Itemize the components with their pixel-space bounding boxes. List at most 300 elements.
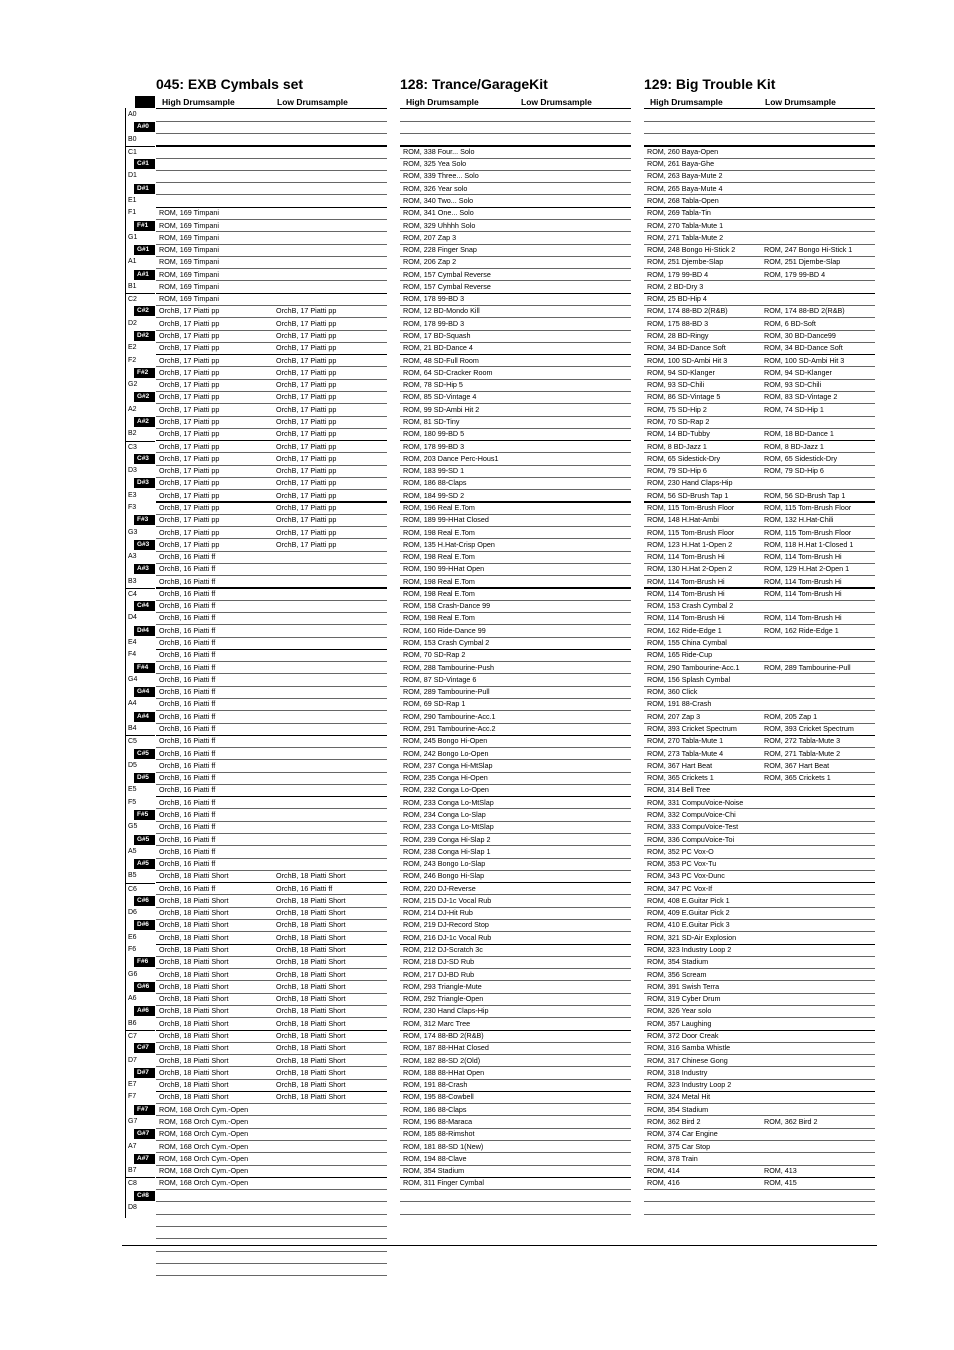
note-label: E1 (128, 196, 137, 204)
key-e5 (125, 784, 155, 796)
high-drumsample-cell: ROM, 198 Real E.Tom (403, 552, 475, 562)
low-drumsample-cell: OrchB, 17 Piatti pp (276, 318, 337, 328)
note-label: C#6 (137, 896, 149, 904)
note-label: C7 (128, 1033, 137, 1040)
high-drumsample-cell: ROM, 362 Bird 2 (647, 1116, 701, 1126)
key-a6 (125, 993, 155, 1005)
key-d1 (125, 170, 155, 182)
note-label: B7 (128, 1167, 137, 1175)
key-a2 (125, 404, 155, 416)
note-label: F5 (128, 798, 137, 806)
key-b4 (125, 723, 155, 735)
key-gsharp4 (125, 686, 155, 698)
low-drumsample-cell: ROM, 79 SD-Hip 6 (764, 466, 824, 476)
high-drumsample-cell: ROM, 365 Crickets 1 (647, 773, 714, 783)
note-label: B4 (128, 725, 137, 732)
low-drumsample-cell: ROM, 247 Bongo Hi-Stick 1 (764, 245, 853, 255)
high-drumsample-cell: OrchB, 16 Piatti ff (159, 662, 216, 672)
note-label: F#7 (137, 1105, 149, 1113)
low-drumsample-cell: OrchB, 17 Piatti pp (276, 441, 337, 451)
key-fsharp3 (125, 514, 155, 526)
note-label: G#7 (137, 1130, 150, 1138)
high-drumsample-cell: OrchB, 16 Piatti ff (159, 588, 216, 598)
header-low-drumsample: Low Drumsample (521, 97, 592, 107)
high-drumsample-cell: ROM, 8 BD-Jazz 1 (647, 441, 707, 451)
key-b2 (125, 428, 155, 440)
note-label: F4 (128, 651, 137, 659)
high-drumsample-cell: ROM, 238 Conga Hi-Slap 1 (403, 846, 491, 856)
high-drumsample-cell: ROM, 207 Zap 3 (403, 232, 457, 242)
note-label: B6 (128, 1019, 137, 1027)
low-drumsample-cell: ROM, 8 BD-Jazz 1 (764, 441, 824, 451)
key-asharp2 (125, 416, 155, 428)
high-drumsample-cell: ROM, 188 88-HHat Open (403, 1067, 485, 1077)
low-drumsample-cell: OrchB, 18 Piatti Short (276, 1031, 346, 1040)
high-drumsample-cell: ROM, 157 Cymbal Reverse (403, 269, 491, 279)
key-gsharp2 (125, 391, 155, 403)
key-e3 (125, 490, 155, 502)
low-drumsample-cell: OrchB, 18 Piatti Short (276, 1043, 346, 1053)
row-rule (156, 158, 387, 159)
high-drumsample-cell: ROM, 198 Real E.Tom (403, 588, 475, 598)
kit-title: 128: Trance/GarageKit (400, 76, 548, 92)
note-label: D#7 (137, 1068, 149, 1076)
high-drumsample-cell: ROM, 157 Cymbal Reverse (403, 281, 491, 291)
high-drumsample-cell: ROM, 34 BD-Dance Soft (647, 343, 726, 353)
high-drumsample-cell: ROM, 338 Four... Solo (403, 146, 475, 156)
high-drumsample-cell: ROM, 94 SD-Klanger (647, 367, 715, 377)
high-drumsample-cell: OrchB, 16 Piatti ff (159, 576, 216, 586)
high-drumsample-cell: OrchB, 18 Piatti Short (159, 994, 229, 1004)
high-drumsample-cell: ROM, 408 E.Guitar Pick 1 (647, 895, 730, 905)
high-drumsample-cell: ROM, 168 Orch Cym.-Open (159, 1166, 249, 1176)
low-drumsample-cell: ROM, 393 Cricket Spectrum (764, 724, 854, 733)
high-drumsample-cell: ROM, 168 Orch Cym.-Open (159, 1104, 249, 1114)
note-label: F#5 (137, 810, 149, 818)
key-e6 (125, 932, 155, 944)
high-drumsample-cell: OrchB, 17 Piatti pp (159, 355, 220, 365)
note-label: G1 (128, 233, 138, 241)
high-drumsample-cell: ROM, 246 Bongo Hi-Slap (403, 871, 485, 881)
high-drumsample-cell: OrchB, 17 Piatti pp (159, 539, 220, 549)
row-rule (156, 1263, 387, 1264)
high-drumsample-cell: ROM, 198 Real E.Tom (403, 613, 475, 623)
note-label: F7 (128, 1093, 137, 1101)
note-label: D#1 (137, 184, 149, 192)
row-rule (644, 1214, 875, 1215)
high-drumsample-cell: OrchB, 16 Piatti ff (159, 785, 216, 795)
high-drumsample-cell: ROM, 360 Click (647, 687, 698, 697)
note-label: D8 (128, 1203, 137, 1211)
high-drumsample-cell: OrchB, 16 Piatti ff (159, 822, 216, 832)
note-label: E4 (128, 639, 137, 647)
low-drumsample-cell: OrchB, 18 Piatti Short (276, 1055, 346, 1065)
header-low-drumsample: Low Drumsample (277, 97, 348, 107)
note-label: B1 (128, 282, 137, 290)
high-drumsample-cell: ROM, 165 Ride-Cup (647, 650, 713, 660)
high-drumsample-cell: ROM, 212 DJ-Scratch 3c (403, 945, 483, 955)
header-high-drumsample: High Drumsample (650, 97, 723, 107)
high-drumsample-cell: ROM, 191 88-Crash (647, 699, 712, 709)
low-drumsample-cell: OrchB, 17 Piatti pp (276, 539, 337, 549)
key-d4 (125, 612, 155, 624)
high-drumsample-cell: ROM, 148 H.Hat-Ambi (647, 515, 719, 525)
row-rule (644, 121, 875, 122)
key-csharp7 (125, 1042, 155, 1054)
key-a7 (125, 1141, 155, 1153)
header-high-drumsample: High Drumsample (162, 97, 235, 107)
high-drumsample-cell: ROM, 243 Bongo Lo-Slap (403, 859, 486, 869)
low-drumsample-cell: OrchB, 18 Piatti Short (276, 1067, 346, 1077)
high-drumsample-cell: ROM, 269 Tabla-Tin (647, 208, 711, 218)
high-drumsample-cell: ROM, 186 88-Claps (403, 1104, 467, 1114)
note-label: G3 (128, 528, 138, 536)
low-drumsample-cell: OrchB, 18 Piatti Short (276, 920, 346, 930)
row-rule (156, 1189, 387, 1190)
note-label: G#4 (137, 688, 150, 696)
high-drumsample-cell: ROM, 261 Baya-Ghe (647, 159, 715, 169)
high-drumsample-cell: ROM, 237 Conga Hi-MtSlap (403, 760, 493, 770)
high-drumsample-cell: OrchB, 17 Piatti pp (159, 478, 220, 488)
high-drumsample-cell: OrchB, 16 Piatti ff (159, 638, 216, 648)
key-b7 (125, 1165, 155, 1177)
note-label: E6 (128, 933, 137, 941)
key-g6 (125, 969, 155, 981)
low-drumsample-cell: ROM, 114 Tom-Brush Hi (764, 588, 842, 598)
high-drumsample-cell: ROM, 195 88-Cowbell (403, 1092, 474, 1102)
piano-keyboard (125, 96, 155, 1218)
high-drumsample-cell: ROM, 114 Tom-Brush Hi (647, 552, 725, 562)
low-drumsample-cell: OrchB, 18 Piatti Short (276, 969, 346, 979)
note-label: D1 (128, 172, 137, 180)
low-drumsample-cell: OrchB, 17 Piatti pp (276, 429, 337, 439)
low-drumsample-cell: ROM, 413 (764, 1166, 797, 1176)
high-drumsample-cell: ROM, 69 SD-Rap 1 (403, 699, 466, 709)
high-drumsample-cell: ROM, 230 Hand Claps-Hip (403, 1006, 489, 1016)
note-label: G6 (128, 970, 138, 978)
high-drumsample-cell: OrchB, 16 Piatti ff (159, 601, 216, 611)
note-label: A#1 (137, 270, 149, 278)
high-drumsample-cell: ROM, 217 DJ-BD Rub (403, 969, 475, 979)
high-drumsample-cell: ROM, 414 (647, 1166, 680, 1176)
high-drumsample-cell: ROM, 265 Baya-Mute 4 (647, 183, 723, 193)
high-drumsample-cell: ROM, 178 99-BD 3 (403, 318, 465, 328)
key-fsharp5 (125, 809, 155, 821)
row-rule (156, 1226, 387, 1227)
high-drumsample-cell: ROM, 311 Finger Cymbal (403, 1178, 484, 1188)
high-drumsample-cell: OrchB, 17 Piatti pp (159, 515, 220, 525)
low-drumsample-cell: ROM, 94 SD-Klanger (764, 367, 832, 377)
note-label: F1 (128, 209, 137, 217)
low-drumsample-cell: ROM, 365 Crickets 1 (764, 773, 831, 783)
high-drumsample-cell: ROM, 169 Timpani (159, 269, 219, 279)
high-drumsample-cell: OrchB, 17 Piatti pp (159, 429, 220, 439)
key-gsharp1 (125, 244, 155, 256)
high-drumsample-cell: ROM, 323 Industry Loop 2 (647, 945, 732, 955)
note-label: D2 (128, 319, 137, 327)
high-drumsample-cell: ROM, 183 99-SD 1 (403, 466, 465, 476)
note-label: D5 (128, 761, 137, 769)
key-fsharp1 (125, 220, 155, 232)
high-drumsample-cell: ROM, 25 BD-Hip 4 (647, 294, 707, 304)
header-rule (644, 108, 875, 109)
kit-title: 129: Big Trouble Kit (644, 76, 776, 92)
high-drumsample-cell: ROM, 87 SD-Vintage 6 (403, 674, 477, 684)
key-b3 (125, 576, 155, 588)
high-drumsample-cell: ROM, 203 Dance Perc-Hous1 (403, 453, 499, 463)
note-label: A7 (128, 1142, 137, 1150)
high-drumsample-cell: ROM, 180 99-BD 5 (403, 429, 465, 439)
high-drumsample-cell: ROM, 324 Metal Hit (647, 1092, 711, 1102)
high-drumsample-cell: ROM, 81 SD-Tiny (403, 417, 460, 426)
high-drumsample-cell: ROM, 314 Bell Tree (647, 785, 711, 795)
key-g7 (125, 1116, 155, 1128)
high-drumsample-cell: ROM, 181 88-SD 1(New) (403, 1141, 484, 1151)
high-drumsample-cell: ROM, 353 PC Vox-Tu (647, 859, 717, 869)
note-label: B2 (128, 430, 137, 438)
high-drumsample-cell: ROM, 78 SD-Hip 5 (403, 380, 463, 390)
key-f2 (125, 355, 155, 367)
high-drumsample-cell: ROM, 374 Car Engine (647, 1129, 718, 1139)
header-rule (400, 108, 631, 109)
low-drumsample-cell: ROM, 100 SD-Ambi Hit 3 (764, 355, 845, 365)
high-drumsample-cell: OrchB, 17 Piatti pp (159, 453, 220, 463)
high-drumsample-cell: ROM, 178 99-BD 3 (403, 294, 465, 304)
note-label: D#5 (137, 774, 149, 782)
high-drumsample-cell: OrchB, 16 Piatti ff (159, 552, 216, 562)
high-drumsample-cell: ROM, 288 Tambourine-Push (403, 662, 494, 672)
key-dsharp5 (125, 772, 155, 784)
low-drumsample-cell: ROM, 56 SD-Brush Tap 1 (764, 490, 846, 500)
low-drumsample-cell: OrchB, 18 Piatti Short (276, 994, 346, 1004)
key-fsharp4 (125, 662, 155, 674)
low-drumsample-cell: ROM, 115 Tom-Brush Floor (764, 502, 852, 512)
note-label: B3 (128, 577, 137, 585)
low-drumsample-cell: OrchB, 17 Piatti pp (276, 367, 337, 377)
high-drumsample-cell: ROM, 75 SD-Hip 2 (647, 404, 707, 414)
key-d3 (125, 465, 155, 477)
high-drumsample-cell: ROM, 179 99-BD 4 (647, 269, 709, 279)
low-drumsample-cell: ROM, 271 Tabla-Mute 2 (764, 748, 841, 758)
high-drumsample-cell: OrchB, 17 Piatti pp (159, 417, 220, 426)
high-drumsample-cell: OrchB, 16 Piatti ff (159, 699, 216, 709)
high-drumsample-cell: ROM, 215 DJ-1c Vocal Rub (403, 895, 492, 905)
row-rule (400, 1189, 631, 1190)
high-drumsample-cell: OrchB, 18 Piatti Short (159, 895, 229, 905)
high-drumsample-cell: ROM, 14 BD-Tubby (647, 429, 710, 439)
high-drumsample-cell: ROM, 270 Tabla-Mute 1 (647, 736, 724, 746)
row-rule (156, 1238, 387, 1239)
note-label: F#4 (137, 663, 149, 671)
note-label: A6 (128, 995, 137, 1003)
high-drumsample-cell: OrchB, 16 Piatti ff (159, 809, 216, 819)
low-drumsample-cell: OrchB, 18 Piatti Short (276, 1092, 346, 1102)
key-fsharp7 (125, 1104, 155, 1116)
key-f6 (125, 944, 155, 956)
high-drumsample-cell: OrchB, 16 Piatti ff (159, 760, 216, 770)
key-csharp3 (125, 453, 155, 465)
note-label: G#2 (137, 393, 150, 401)
note-label: C8 (128, 1180, 137, 1188)
high-drumsample-cell: ROM, 169 Timpani (159, 257, 219, 267)
high-drumsample-cell: OrchB, 17 Piatti pp (159, 367, 220, 377)
high-drumsample-cell: ROM, 206 Zap 2 (403, 257, 457, 267)
high-drumsample-cell: ROM, 194 88-Clave (403, 1153, 467, 1163)
high-drumsample-cell: ROM, 70 SD-Rap 2 (403, 650, 466, 660)
high-drumsample-cell: ROM, 336 CompuVoice-Toi (647, 834, 735, 844)
high-drumsample-cell: ROM, 341 One... Solo (403, 208, 474, 218)
low-drumsample-cell: ROM, 289 Tambourine-Pull (764, 662, 851, 672)
high-drumsample-cell: ROM, 190 99-HHat Open (403, 564, 485, 574)
row-rule (644, 1189, 875, 1190)
note-label: G#6 (137, 982, 150, 990)
key-g3 (125, 527, 155, 539)
high-drumsample-cell: ROM, 130 H.Hat 2-Open 2 (647, 564, 733, 574)
high-drumsample-cell: ROM, 169 Timpani (159, 294, 219, 304)
key-f5 (125, 797, 155, 809)
high-drumsample-cell: ROM, 153 Crash Cymbal 2 (403, 638, 490, 648)
high-drumsample-cell: OrchB, 18 Piatti Short (159, 1018, 229, 1028)
high-drumsample-cell: OrchB, 18 Piatti Short (159, 920, 229, 930)
key-a4 (125, 698, 155, 710)
high-drumsample-cell: OrchB, 17 Piatti pp (159, 502, 220, 512)
key-dsharp1 (125, 183, 155, 195)
high-drumsample-cell: ROM, 347 PC Vox-If (647, 883, 713, 893)
row-rule (156, 194, 387, 195)
note-label: A#7 (137, 1154, 149, 1162)
high-drumsample-cell: ROM, 270 Tabla-Mute 1 (647, 220, 724, 230)
note-label: G#5 (137, 835, 150, 843)
high-drumsample-cell: ROM, 273 Tabla-Mute 4 (647, 748, 724, 758)
note-label: G4 (128, 675, 138, 683)
high-drumsample-cell: ROM, 115 Tom-Brush Floor (647, 502, 735, 512)
high-drumsample-cell: ROM, 391 Swish Terra (647, 981, 720, 991)
high-drumsample-cell: ROM, 354 Stadium (647, 957, 709, 967)
high-drumsample-cell: ROM, 218 DJ-SD Rub (403, 957, 475, 967)
low-drumsample-cell: OrchB, 18 Piatti Short (276, 1080, 346, 1090)
note-label: F2 (128, 356, 137, 364)
high-drumsample-cell: OrchB, 18 Piatti Short (159, 945, 229, 955)
high-drumsample-cell: ROM, 196 Real E.Tom (403, 502, 475, 512)
key-d7 (125, 1055, 155, 1067)
key-gsharp3 (125, 539, 155, 551)
high-drumsample-cell: ROM, 291 Tambourine-Acc.2 (403, 724, 496, 733)
high-drumsample-cell: ROM, 321 SD-Air Explosion (647, 932, 737, 942)
low-drumsample-cell: ROM, 251 Djembe-Slap (764, 257, 841, 267)
high-drumsample-cell: ROM, 160 Ride-Dance 99 (403, 625, 486, 635)
key-b1 (125, 281, 155, 293)
key-d8 (125, 1202, 155, 1214)
high-drumsample-cell: ROM, 354 Stadium (403, 1166, 465, 1176)
note-label: E5 (128, 786, 137, 794)
row-rule (156, 145, 387, 146)
low-drumsample-cell: OrchB, 17 Piatti pp (276, 306, 337, 316)
high-drumsample-cell: ROM, 56 SD-Brush Tap 1 (647, 490, 729, 500)
note-label: C#1 (137, 160, 149, 168)
low-drumsample-cell: OrchB, 17 Piatti pp (276, 417, 337, 426)
high-drumsample-cell: ROM, 230 Hand Claps-Hip (647, 478, 733, 488)
key-asharp3 (125, 563, 155, 575)
high-drumsample-cell: ROM, 86 SD-Vintage 5 (647, 392, 721, 402)
low-drumsample-cell: ROM, 179 99-BD 4 (764, 269, 826, 279)
note-label: G#3 (137, 540, 150, 548)
key-e2 (125, 342, 155, 354)
note-label: C#4 (137, 602, 149, 610)
high-drumsample-cell: ROM, 184 99-SD 2 (403, 490, 465, 500)
row-rule (156, 1201, 387, 1202)
high-drumsample-cell: ROM, 317 Chinese Gong (647, 1055, 728, 1065)
high-drumsample-cell: ROM, 235 Conga Hi-Open (403, 773, 488, 783)
high-drumsample-cell: OrchB, 16 Piatti ff (159, 748, 216, 758)
row-rule (156, 170, 387, 171)
high-drumsample-cell: ROM, 175 88-BD 3 (647, 318, 709, 328)
row-rule (644, 133, 875, 134)
key-asharp6 (125, 1005, 155, 1017)
header-low-drumsample: Low Drumsample (765, 97, 836, 107)
low-drumsample-cell: ROM, 367 Hart Beat (764, 760, 830, 770)
note-label: F#1 (137, 221, 149, 229)
low-drumsample-cell: ROM, 74 SD-Hip 1 (764, 404, 824, 414)
key-e4 (125, 637, 155, 649)
note-label: A#0 (137, 123, 149, 131)
high-drumsample-cell: ROM, 93 SD-Chili (647, 380, 705, 390)
high-drumsample-cell: ROM, 198 Real E.Tom (403, 527, 475, 537)
note-label: A#2 (137, 418, 149, 425)
high-drumsample-cell: OrchB, 16 Piatti ff (159, 797, 216, 807)
key-csharp5 (125, 748, 155, 760)
note-label: G5 (128, 823, 138, 831)
low-drumsample-cell: ROM, 93 SD-Chili (764, 380, 822, 390)
key-dsharp6 (125, 919, 155, 931)
low-drumsample-cell: ROM, 129 H.Hat 2-Open 1 (764, 564, 850, 574)
high-drumsample-cell: ROM, 340 Two... Solo (403, 195, 474, 205)
high-drumsample-cell: OrchB, 16 Piatti ff (159, 650, 216, 660)
high-drumsample-cell: ROM, 168 Orch Cym.-Open (159, 1129, 249, 1139)
row-rule (156, 1275, 387, 1276)
high-drumsample-cell: ROM, 316 Samba Whistle (647, 1043, 731, 1053)
low-drumsample-cell: OrchB, 17 Piatti pp (276, 453, 337, 463)
low-drumsample-cell: OrchB, 18 Piatti Short (276, 1018, 346, 1028)
high-drumsample-cell: ROM, 65 Sidestick-Dry (647, 453, 721, 463)
high-drumsample-cell: OrchB, 18 Piatti Short (159, 1067, 229, 1077)
note-label: F3 (128, 503, 137, 511)
low-drumsample-cell: ROM, 162 Ride-Edge 1 (764, 625, 839, 635)
low-drumsample-cell: ROM, 115 Tom-Brush Floor (764, 527, 852, 537)
note-label: B0 (128, 135, 137, 143)
low-drumsample-cell: OrchB, 17 Piatti pp (276, 466, 337, 476)
low-drumsample-cell: ROM, 205 Zap 1 (764, 711, 818, 721)
high-drumsample-cell: ROM, 318 Industry (647, 1067, 708, 1077)
high-drumsample-cell: ROM, 356 Scream (647, 969, 707, 979)
key-dsharp2 (125, 330, 155, 342)
high-drumsample-cell: OrchB, 16 Piatti ff (159, 625, 216, 635)
high-drumsample-cell: ROM, 242 Bongo Lo-Open (403, 748, 489, 758)
key-f7 (125, 1091, 155, 1103)
low-drumsample-cell: ROM, 18 BD-Dance 1 (764, 429, 834, 439)
note-label: A#6 (137, 1007, 149, 1015)
key-asharp5 (125, 858, 155, 870)
note-label: B5 (128, 872, 137, 880)
low-drumsample-cell: ROM, 30 BD-Dance99 (764, 331, 836, 341)
note-label: A#5 (137, 860, 149, 868)
low-drumsample-cell: OrchB, 17 Piatti pp (276, 527, 337, 537)
key-csharp4 (125, 600, 155, 612)
key-asharp0 (125, 121, 155, 133)
note-label: A5 (128, 847, 137, 855)
high-drumsample-cell: ROM, 329 Uhhhh Solo (403, 220, 476, 230)
high-drumsample-cell: OrchB, 18 Piatti Short (159, 1080, 229, 1090)
key-dsharp4 (125, 625, 155, 637)
